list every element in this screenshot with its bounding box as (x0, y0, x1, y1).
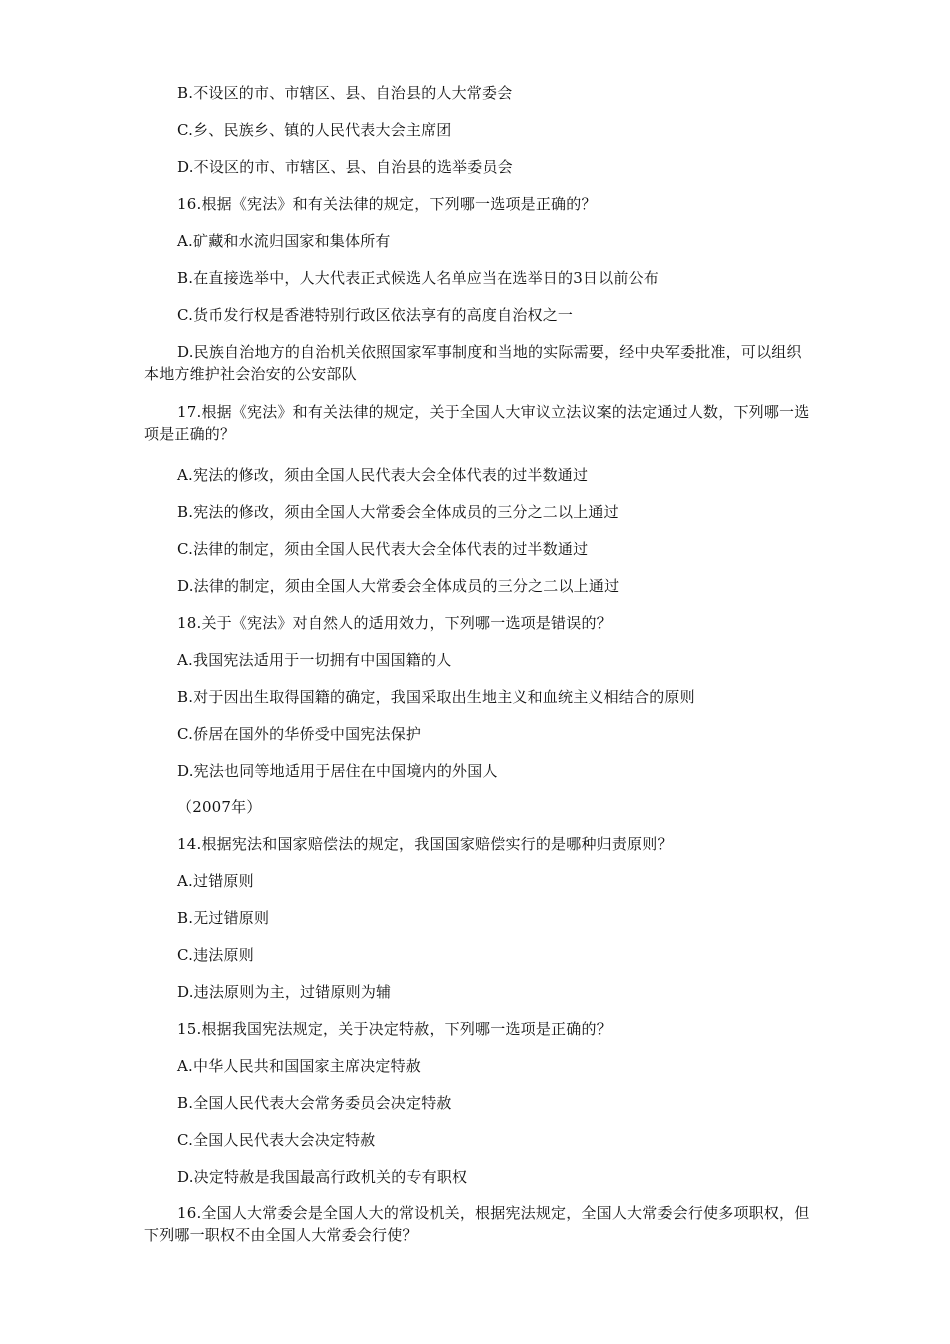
option-17a: A.宪法的修改，须由全国人民代表大会全体代表的过半数通过 (177, 466, 589, 484)
option-17d: D.法律的制定，须由全国人大常委会全体成员的三分之二以上通过 (177, 577, 620, 595)
option-15c-2007: C.全国人民代表大会决定特赦 (177, 1131, 376, 1149)
option-18a: A.我国宪法适用于一切拥有中国国籍的人 (177, 651, 452, 669)
option-14c: C.违法原则 (177, 946, 254, 964)
option-16a: A.矿藏和水流归国家和集体所有 (177, 232, 391, 250)
question-16-2007: 16.全国人大常委会是全国人大的常设机关，根据宪法规定，全国人大常委会行使多项职权，但下列哪一职权不由全国人大常委会行使？ (144, 1204, 810, 1244)
option-15d-2007: D.决定特赦是我国最高行政机关的专有职权 (177, 1168, 468, 1186)
option-15b: B.不设区的市、市辖区、县、自治县的人大常委会 (177, 84, 513, 102)
option-14a: A.过错原则 (177, 872, 254, 890)
question-16: 16.根据《宪法》和有关法律的规定，下列哪一选项是正确的？ (177, 195, 597, 213)
option-16b: B.在直接选举中，人大代表正式候选人名单应当在选举日的3日以前公布 (177, 269, 659, 287)
option-17b: B.宪法的修改，须由全国人大常委会全体成员的三分之二以上通过 (177, 503, 619, 521)
option-16d: D.民族自治地方的自治机关依照国家军事制度和当地的实际需要，经中央军委批准，可以组织本地方维护社会治安的公安部队 (144, 343, 802, 383)
question-18: 18.关于《宪法》对自然人的适用效力，下列哪一选项是错误的？ (177, 614, 612, 632)
option-18c: C.侨居在国外的华侨受中国宪法保护 (177, 725, 422, 743)
option-15d: D.不设区的市、市辖区、县、自治县的选举委员会 (177, 158, 513, 176)
option-16c: C.货币发行权是香港特别行政区依法享有的高度自治权之一 (177, 306, 574, 324)
question-15: 15.根据我国宪法规定，关于决定特赦，下列哪一选项是正确的？ (177, 1020, 612, 1038)
option-17c: C.法律的制定，须由全国人民代表大会全体代表的过半数通过 (177, 540, 589, 558)
option-14b: B.无过错原则 (177, 909, 270, 927)
option-15b-2007: B.全国人民代表大会常务委员会决定特赦 (177, 1094, 452, 1112)
option-14d: D.违法原则为主，过错原则为辅 (177, 983, 392, 1001)
option-18b: B.对于因出生取得国籍的确定，我国采取出生地主义和血统主义相结合的原则 (177, 688, 695, 706)
option-15c: C.乡、民族乡、镇的人民代表大会主席团 (177, 121, 452, 139)
question-14: 14.根据宪法和国家赔偿法的规定，我国国家赔偿实行的是哪种归责原则？ (177, 835, 673, 853)
option-18d: D.宪法也同等地适用于居住在中国境内的外国人 (177, 762, 498, 780)
year-heading: （2007年） (177, 798, 262, 816)
question-17: 17.根据《宪法》和有关法律的规定，关于全国人大审议立法议案的法定通过人数，下列哪一选项是正确的？ (144, 403, 810, 443)
option-15a-2007: A.中华人民共和国国家主席决定特赦 (177, 1057, 422, 1075)
